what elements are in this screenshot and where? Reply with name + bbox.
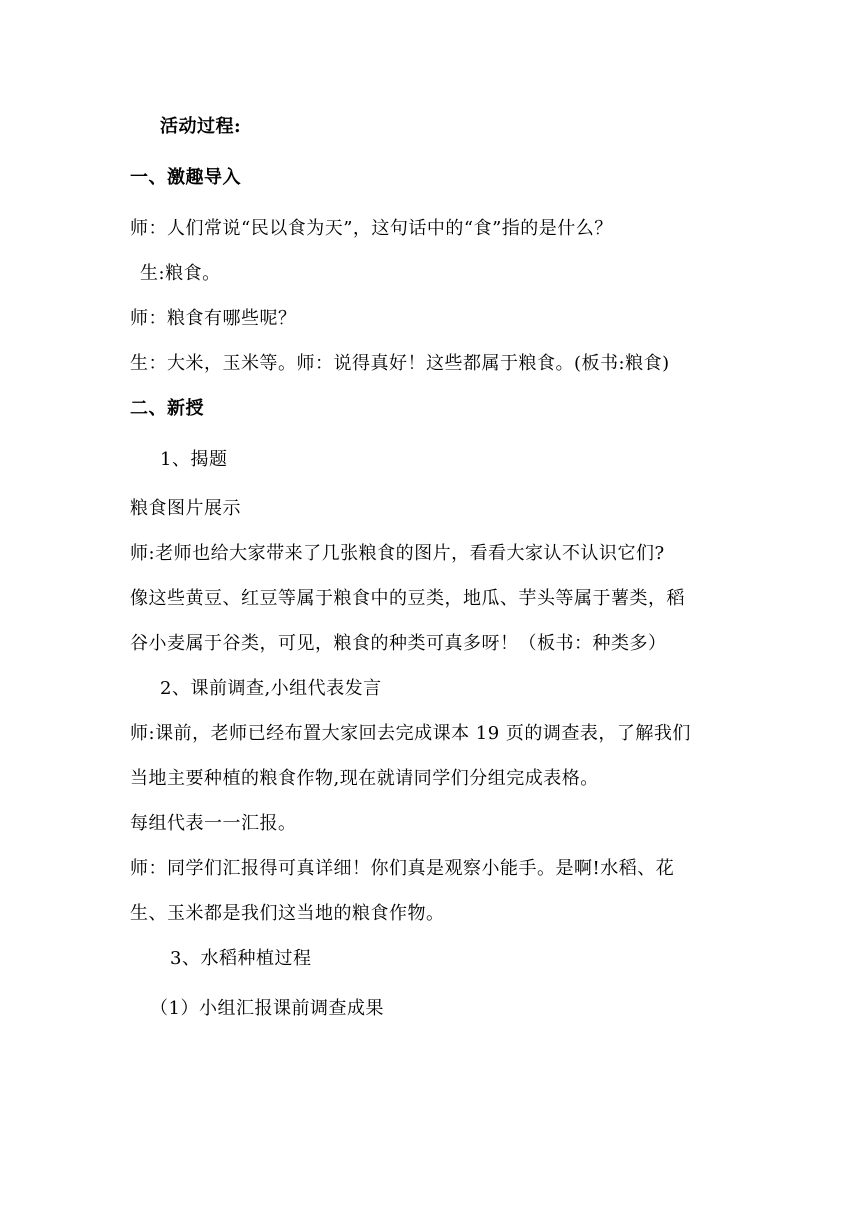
subheading-reveal-topic: 1、揭题 [160,449,228,470]
paragraph-line: 粮食图片展示 [130,498,241,519]
paragraph-line: 像这些黄豆、红豆等属于粮食中的豆类，地瓜、芋头等属于薯类，稻 [130,588,685,609]
paragraph-line: 生:粮食。 [140,263,221,284]
activity-process-heading: 活动过程: [160,116,242,137]
paragraph-line: 师：同学们汇报得可真详细！你们真是观察小能手。是啊!水稻、花 [130,858,675,879]
paragraph-line: 每组代表一一汇报。 [130,813,297,834]
subheading-group-report: （1）小组汇报课前调查成果 [150,998,384,1019]
subheading-pre-class-survey: 2、课前调查,小组代表发言 [160,678,382,699]
paragraph-line: 生、玉米都是我们这当地的粮食作物。 [130,903,445,924]
subheading-rice-planting: 3、水稻种植过程 [170,948,312,969]
section-heading-intro: 一、激趣导入 [130,167,241,188]
paragraph-line: 谷小麦属于谷类，可见，粮食的种类可真多呀！（板书：种类多） [130,633,667,654]
paragraph-line: 当地主要种植的粮食作物,现在就请同学们分组完成表格。 [130,768,599,789]
paragraph-line: 师:老师也给大家带来了几张粮食的图片，看看大家认不认识它们? [130,543,665,564]
paragraph-line: 师：粮食有哪些呢？ [130,308,297,329]
paragraph-line: 师:课前，老师已经布置大家回去完成课本 19 页的调查表，了解我们 [130,723,691,744]
paragraph-line: 生：大米，玉米等。师：说得真好！这些都属于粮食。(板书:粮食) [130,353,670,374]
paragraph-line: 师：人们常说“民以食为天”，这句话中的“食”指的是什么？ [130,218,613,239]
section-heading-new-lesson: 二、新授 [130,398,204,419]
